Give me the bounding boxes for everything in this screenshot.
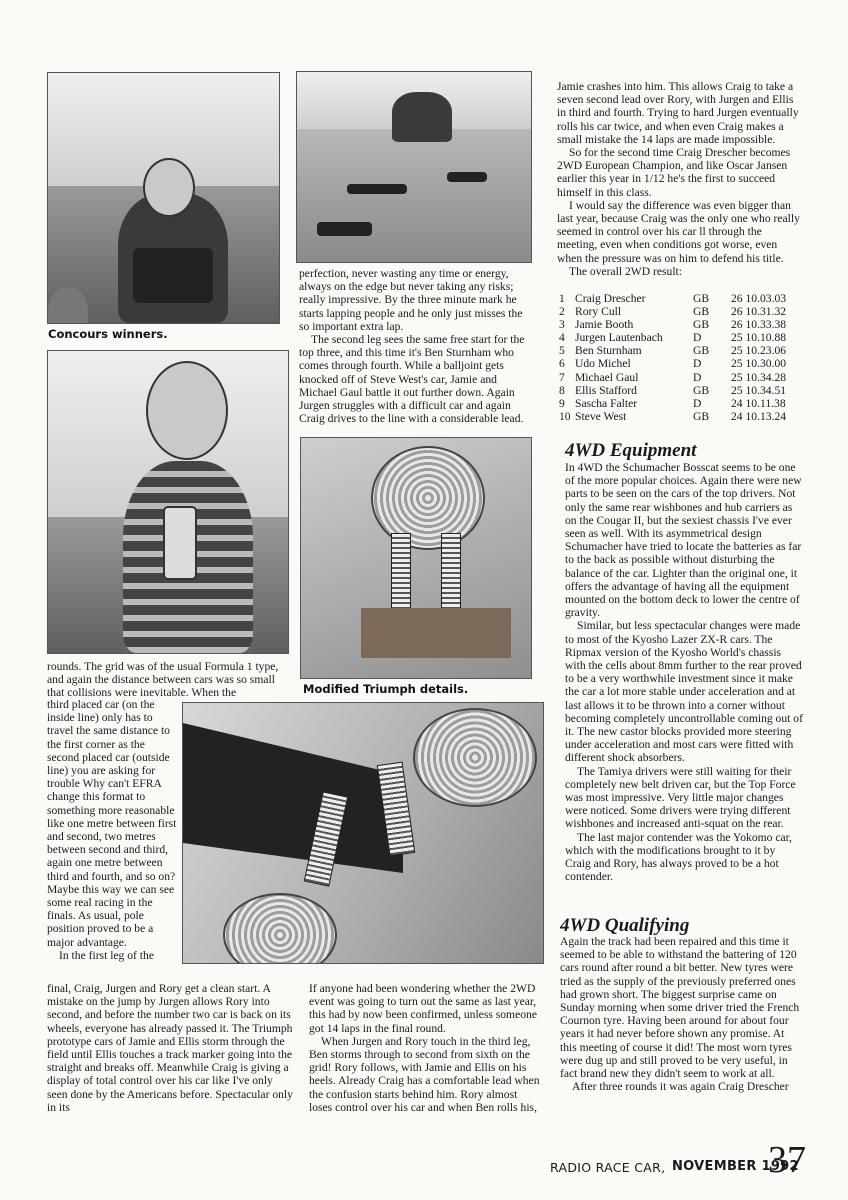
result-nat: GB <box>693 383 710 397</box>
col2-text-2wd-event: If anyone had been wondering whether the 2WD event was going to turn out the same as last year, this had by now been confirmed, unless someone got 14 laps in the final round. <box>309 982 537 1035</box>
result-name: Ben Sturnham <box>575 344 642 358</box>
result-row <box>559 357 809 370</box>
result-score: 25 10.30.00 <box>731 357 787 371</box>
result-pos: 4 <box>559 331 565 345</box>
photo-young-driver <box>47 350 289 654</box>
heading-4wd-qualifying: 4WD Qualifying <box>560 915 690 936</box>
result-pos: 7 <box>559 370 565 384</box>
result-name: Steve West <box>575 409 627 423</box>
col3-text-jamie-crashes: Jamie crashes into him. This allows Craig to take a seven second lead over Rory, with Jurgen and Ellis in third and fourth. Trying to hard Jurgen eventually rolls his car twice, and when even Craig makes a small mistake the 14 laps are made impossible. <box>557 80 799 146</box>
result-row <box>559 397 809 410</box>
equipment-para-4: The last major contender was the Yokomo car, which with the modifications brought to it by Craig and Rory, has always proved to be a hot contender. <box>565 830 792 884</box>
result-pos: 6 <box>559 357 565 371</box>
result-name: Rory Cull <box>575 305 622 319</box>
col2-text-second-leg: The second leg sees the same free start for the top three, and this time it's Ben Sturnham who comes through fourth. While a balljoint gets knocked off of Steve West's car, Jamie and Michael Gaul battle it out further down. Again Jurgen struggles with a difficult car and again Craig drives to the line with a considerable lead. <box>299 333 525 426</box>
result-name: Jurgen Lautenbach <box>575 331 663 345</box>
result-nat: GB <box>693 318 710 332</box>
result-nat: D <box>693 370 702 384</box>
caption-triumph: Modified Triumph details. <box>303 682 469 696</box>
result-score: 24 10.11.38 <box>731 396 786 410</box>
col1-text-grid-format: third placed car (on the inside line) only has to travel the same distance to the first corner as the second placed car (outside line) you are asking for trouble Why can't EFRA change this format to something more reasonable like one metre between first and second, two metres between second and third, again one metre between third and fourth, and so on? Maybe this way we can see some real racing in the finals. As usual, pole position proved to be a major advantage. <box>47 698 177 949</box>
qualifying-para-1: Again the track had been repaired and this time it seemed to be able to withstand the battering of 120 cars round after round a bit better. New tyres were tried as the supply of the previously preferred ones had grown short. The biggest surprise came on Sunday morning when some driver tried the French Cournon tyre. Having been around for about four years it had never before shown any promise. At this meeting of course it did! The most worn tyres were dug up and still proved to be very useful, in fact brand new they didn't seem to work at all. <box>560 935 800 1081</box>
result-score: 25 10.23.06 <box>731 344 787 358</box>
result-pos: 8 <box>559 383 565 397</box>
result-name: Sascha Falter <box>575 396 638 410</box>
result-row <box>559 371 809 384</box>
result-score: 24 10.13.24 <box>731 409 787 423</box>
result-row <box>559 344 809 357</box>
result-score: 26 10.03.03 <box>731 292 787 305</box>
col1-text-rounds: rounds. The grid was of the usual Formula 1 type, and again the distance between cars was so small that collisions were inevitable. When the <box>47 660 279 700</box>
result-nat: GB <box>693 409 710 423</box>
result-name: Udo Michel <box>575 357 631 371</box>
result-score: 26 10.31.32 <box>731 305 787 319</box>
results-heading: The overall 2WD result: <box>569 264 682 278</box>
footer-magazine: RADIO RACE CAR, <box>550 1160 666 1175</box>
equipment-para-1: In 4WD the Schumacher Bosscat seems to be one of the more popular choices. Again there were new parts to be seen on the cars of the top drivers. Not only the same rear wishbones and hub carriers as on the Cougar II, but the sexiest chassis I've ever seen as well. With its asymmetrical design Schumacher have tried to locate the batteries as far to the back as possible without disturbing the balance of the car. Lighter than the original one, it offers the advantage of having all the equipment mounted on the bottom deck to lower the centre of gravity. <box>565 461 802 620</box>
photo-concours-winner <box>47 72 280 324</box>
result-score: 25 10.34.51 <box>731 383 787 397</box>
col3-text-champion: So for the second time Craig Drescher becomes 2WD European Champion, and like Oscar Jansen earlier this year in 1/12 he's the first to succeed himself in this class. <box>557 146 791 199</box>
result-row <box>559 292 809 305</box>
result-name: Michael Gaul <box>575 370 639 384</box>
result-row <box>559 384 809 397</box>
result-nat: GB <box>693 344 710 358</box>
equipment-para-3: The Tamiya drivers were still waiting for their completely new belt driven car, but the Top Force was most impressive. Very little major changes were noticed. Some drivers were trying different wishbones and increased anti-squat on the rear. <box>565 764 796 831</box>
footer-page-number: 37 <box>768 1139 806 1181</box>
result-pos: 2 <box>559 305 565 319</box>
result-pos: 5 <box>559 344 565 358</box>
result-row <box>559 305 809 318</box>
photo-triumph-chassis <box>182 702 544 964</box>
col1-text-first-leg-start: In the first leg of the <box>59 948 154 962</box>
qualifying-para-2: After three rounds it was again Craig Drescher <box>572 1080 789 1094</box>
result-nat: GB <box>693 292 710 305</box>
result-score: 25 10.10.88 <box>731 331 787 345</box>
col2-text-third-leg: When Jurgen and Rory touch in the third leg, Ben storms through to second from sixth on the grid! Rory follows, with Jamie and Ellis on his heels. Already Craig has a comfortable lead when the confusion starts behind him. Rory almost loses control over his car and when Ben rolls his, <box>309 1034 540 1114</box>
col2-text-perfection: perfection, never wasting any time or energy, always on the edge but never taking any risks; really impressive. By the three minute mark he starts lapping people and he only just misses the so important extra lap. <box>299 267 523 333</box>
caption-concours: Concours winners. <box>48 327 168 341</box>
equipment-para-2: Similar, but less spectacular changes were made to most of the Kyosho Lazer ZX-R cars. The Ripmax version of the Kyosho World's chassis with the cells about 8mm further to the rear proved to be a very worthwhile investment since it make the car a lot more stable under acceleration and at last allows it to be thrown into a corner without becoming completely uncontrollable coming out of it. The new castor blocks provided more steering under acceleration and most cars were fitted with different shock absorbers. <box>565 619 803 765</box>
results-table <box>559 292 809 423</box>
photo-triumph-rear <box>300 437 532 679</box>
result-row <box>559 331 809 344</box>
footer-issue: NOVEMBER 1992 <box>672 1159 799 1174</box>
result-pos: 9 <box>559 396 565 410</box>
page-footer <box>550 1139 806 1186</box>
result-score: 26 10.33.38 <box>731 318 787 332</box>
col1-text-first-leg: final, Craig, Jurgen and Rory get a clean start. A mistake on the jump by Jurgen allows Rory into second, and before the number two car is back on its wheels, everyone has already passed it. The Triumph prototype cars of Jamie and Ellis storm through the field until Ellis touches a track marker going into the straight and breaks off. Meanwhile Craig is giving a display of total control over his car like I've only seen done by the Americans before. Spectacular only in its <box>47 982 293 1114</box>
result-row <box>559 318 809 331</box>
photo-track-action <box>296 71 532 263</box>
result-pos: 10 <box>559 409 571 423</box>
result-nat: D <box>693 331 702 345</box>
result-nat: GB <box>693 305 710 319</box>
result-name: Jamie Booth <box>575 318 634 332</box>
col3-text-difference: I would say the difference was even bigger than last year, because Craig was the only one who really seemed in control over his car ll through the meeting, even when conditions got worse, even when the pressure was on him to defend his title. <box>557 198 800 265</box>
heading-4wd-equipment: 4WD Equipment <box>565 440 697 461</box>
result-pos: 3 <box>559 318 565 332</box>
result-pos: 1 <box>559 292 565 305</box>
result-row <box>559 410 809 423</box>
result-nat: D <box>693 357 702 371</box>
result-nat: D <box>693 396 702 410</box>
result-score: 25 10.34.28 <box>731 370 787 384</box>
result-name: Craig Drescher <box>575 292 646 305</box>
result-name: Ellis Stafford <box>575 383 637 397</box>
